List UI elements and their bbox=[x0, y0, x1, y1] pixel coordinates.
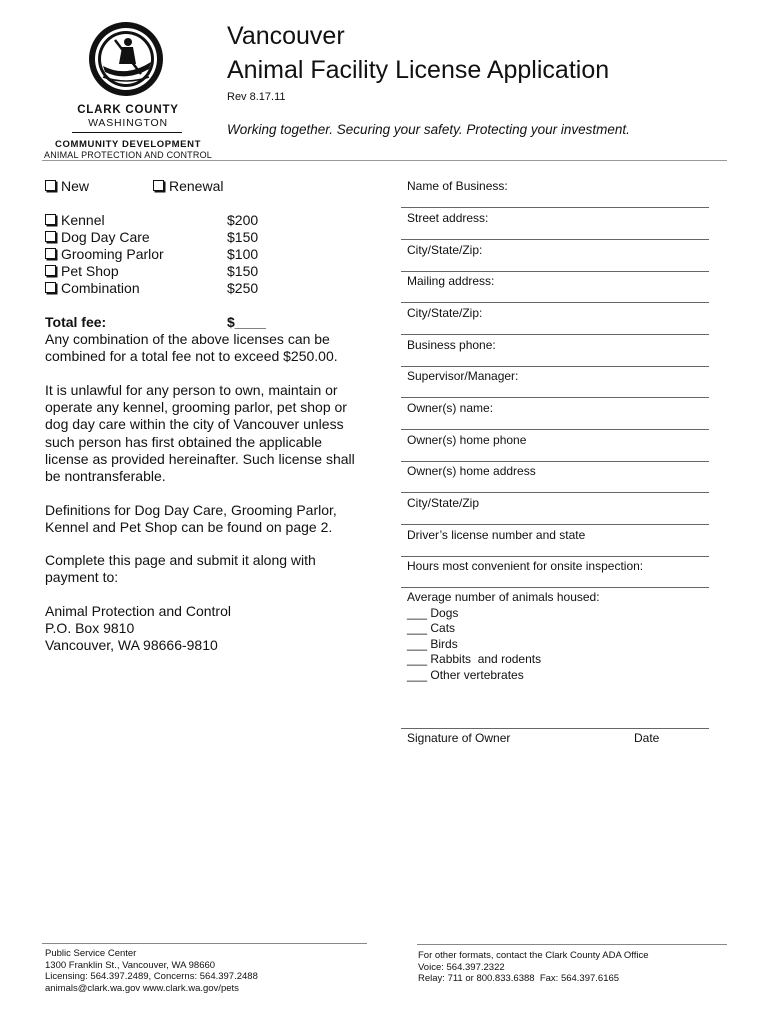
definitions-note: Definitions for Dog Day Care, Grooming Parlor, Kennel and Pet Shop can be found on page 2. bbox=[45, 502, 337, 536]
total-fee-label: Total fee: bbox=[45, 314, 107, 330]
field-line-supervisor[interactable] bbox=[401, 397, 709, 398]
footer-ada-info bbox=[418, 950, 649, 985]
footer-line: Voice: 564.397.2322 bbox=[418, 961, 505, 973]
animals-section bbox=[407, 590, 600, 684]
field-label-mailing-city-state-zip: City/State/Zip: bbox=[407, 306, 483, 320]
license-name: Kennel bbox=[61, 212, 105, 228]
license-option-combination[interactable] bbox=[45, 280, 140, 297]
header-divider bbox=[42, 160, 727, 161]
revision-label: Rev 8.17.11 bbox=[227, 91, 286, 103]
field-label-owner-address: Owner(s) home address bbox=[407, 464, 536, 478]
license-price: $100 bbox=[227, 246, 259, 262]
logo-department: COMMUNITY DEVELOPMENT bbox=[55, 139, 201, 150]
animals-heading: Average number of animals housed: bbox=[407, 590, 600, 604]
field-label-business-phone: Business phone: bbox=[407, 338, 496, 352]
field-line-mailing-city-state-zip[interactable] bbox=[401, 334, 709, 335]
new-label: New bbox=[61, 178, 90, 194]
license-name: Pet Shop bbox=[61, 263, 119, 279]
new-checkbox[interactable] bbox=[45, 180, 56, 191]
renewal-checkbox[interactable] bbox=[153, 180, 164, 191]
field-line-owner-phone[interactable] bbox=[401, 461, 709, 462]
footer-contact bbox=[45, 948, 258, 994]
field-label-mailing-address: Mailing address: bbox=[407, 274, 495, 288]
canoe-paddler-icon bbox=[89, 22, 163, 96]
kennel-checkbox[interactable] bbox=[45, 214, 56, 225]
field-label-inspection-hours: Hours most convenient for onsite inspection: bbox=[407, 559, 644, 573]
total-fee-note: Any combination of the above licenses can be combined for a total fee not to exceed $250.00. bbox=[45, 331, 338, 365]
field-line-owner-city-state-zip[interactable] bbox=[401, 524, 709, 525]
field-line-street-address[interactable] bbox=[401, 239, 709, 240]
county-logo-seal bbox=[89, 22, 163, 96]
date-label: Date bbox=[634, 731, 660, 745]
field-label-business-name: Name of Business: bbox=[407, 179, 508, 193]
license-option-kennel[interactable] bbox=[45, 212, 105, 229]
license-price: $150 bbox=[227, 229, 259, 245]
license-price: $200 bbox=[227, 212, 259, 228]
pet-shop-checkbox[interactable] bbox=[45, 265, 56, 276]
license-price: $150 bbox=[227, 263, 259, 279]
footer-line: Relay: 711 or 800.833.6388 Fax: 564.397.6165 bbox=[418, 973, 620, 985]
tagline: Working together. Securing your safety. Protecting your investment. bbox=[227, 122, 630, 137]
total-fee-value[interactable]: $____ bbox=[227, 314, 266, 330]
footer-email-web[interactable]: animals@clark.wa.gov www.clark.wa.gov/pets bbox=[45, 982, 239, 994]
field-label-drivers-license: Driver’s license number and state bbox=[407, 528, 586, 542]
license-option-dog-day-care[interactable] bbox=[45, 229, 150, 246]
field-line-drivers-license[interactable] bbox=[401, 556, 709, 557]
footer-line: For other formats, contact the Clark County ADA Office bbox=[418, 950, 649, 961]
field-line-mailing-address[interactable] bbox=[401, 302, 709, 303]
license-name: Combination bbox=[61, 280, 140, 296]
logo-state-name: WASHINGTON bbox=[88, 117, 168, 129]
field-line-business-phone[interactable] bbox=[401, 366, 709, 367]
renewal-label: Renewal bbox=[169, 178, 224, 194]
license-option-pet-shop[interactable] bbox=[45, 263, 119, 280]
address-line: Vancouver, WA 98666-9810 bbox=[45, 637, 218, 653]
footer-divider-left bbox=[42, 943, 367, 944]
field-label-street-address: Street address: bbox=[407, 211, 489, 225]
combination-checkbox[interactable] bbox=[45, 282, 56, 293]
page-title-line1: Vancouver bbox=[227, 22, 345, 50]
logo-county-name: CLARK COUNTY bbox=[77, 104, 179, 116]
grooming-parlor-checkbox[interactable] bbox=[45, 248, 56, 259]
field-label-owner-city-state-zip: City/State/Zip bbox=[407, 496, 480, 510]
field-line-owner-name[interactable] bbox=[401, 429, 709, 430]
logo-division: ANIMAL PROTECTION AND CONTROL bbox=[44, 150, 212, 160]
animal-count-cats[interactable]: ___ Cats bbox=[407, 621, 456, 636]
animal-count-other[interactable]: ___ Other vertebrates bbox=[407, 667, 524, 682]
new-option[interactable] bbox=[45, 178, 89, 195]
logo-divider bbox=[72, 132, 182, 133]
field-label-supervisor: Supervisor/Manager: bbox=[407, 369, 519, 383]
page-title-line2: Animal Facility License Application bbox=[227, 56, 610, 84]
field-line-owner-address[interactable] bbox=[401, 492, 709, 493]
field-label-owner-phone: Owner(s) home phone bbox=[407, 433, 527, 447]
footer-line: Public Service Center bbox=[45, 948, 137, 959]
animal-count-birds[interactable]: ___ Birds bbox=[407, 636, 458, 651]
renewal-option[interactable] bbox=[153, 178, 223, 195]
footer-divider-right bbox=[417, 944, 727, 945]
footer-line: 1300 Franklin St., Vancouver, WA 98660 bbox=[45, 959, 216, 971]
signature-line[interactable] bbox=[401, 728, 709, 729]
footer-line: Licensing: 564.397.2489, Concerns: 564.397.2488 bbox=[45, 971, 258, 983]
unlawful-notice: It is unlawful for any person to own, maintain or operate any kennel, grooming parlor, pet shop or dog day care within the city of Vancouver unless such person has first obtained the applicable license as provided hereinafter. Such license shall be nontransferable. bbox=[45, 382, 355, 485]
field-label-owner-name: Owner(s) name: bbox=[407, 401, 494, 415]
address-line: Animal Protection and Control bbox=[45, 603, 231, 619]
license-price: $250 bbox=[227, 280, 259, 296]
license-name: Grooming Parlor bbox=[61, 246, 164, 262]
submit-instructions: Complete this page and submit it along with payment to: bbox=[45, 552, 316, 586]
field-line-city-state-zip[interactable] bbox=[401, 271, 709, 272]
field-label-city-state-zip: City/State/Zip: bbox=[407, 243, 483, 257]
dog-day-care-checkbox[interactable] bbox=[45, 231, 56, 242]
animal-count-rabbits[interactable]: ___ Rabbits and rodents bbox=[407, 652, 542, 667]
license-option-grooming-parlor[interactable] bbox=[45, 246, 164, 263]
animal-count-dogs[interactable]: ___ Dogs bbox=[407, 605, 459, 620]
address-line: P.O. Box 9810 bbox=[45, 620, 135, 636]
signature-label: Signature of Owner bbox=[407, 731, 511, 745]
field-line-inspection-hours[interactable] bbox=[401, 587, 709, 588]
license-name: Dog Day Care bbox=[61, 229, 150, 245]
field-line-business-name[interactable] bbox=[401, 207, 709, 208]
